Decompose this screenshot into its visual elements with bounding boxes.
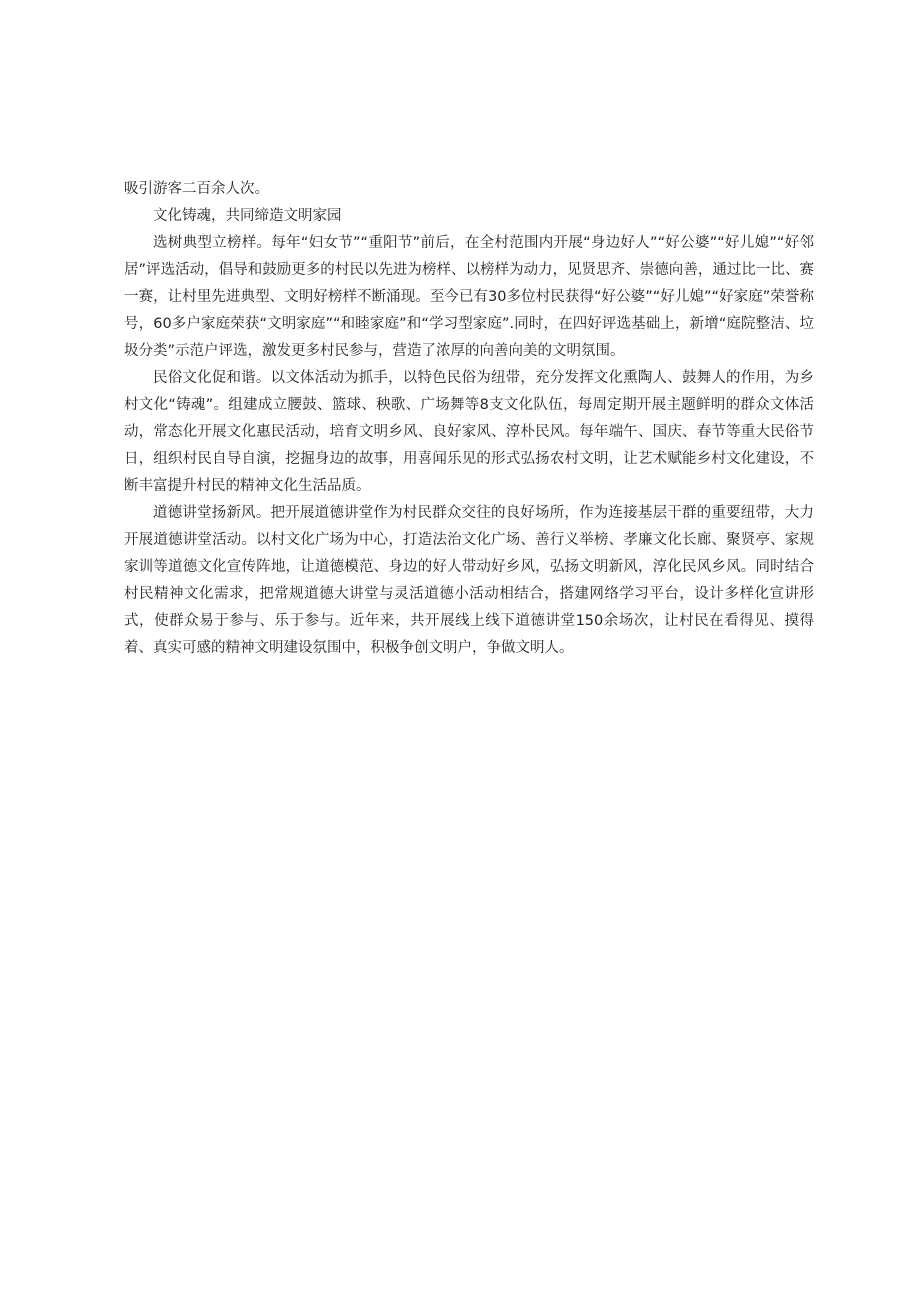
paragraph-folk-culture: 民俗文化促和谐。以文体活动为抓手，以特色民俗为纽带，充分发挥文化熏陶人、鼓舞人的作用，为乡村文化“铸魂”。组建成立腰鼓、篮球、秧歌、广场舞等8支文化队伍，每周定期开展主题鲜明的群众文体活动，常态化开展文化惠民活动，培育文明乡风、良好家风、淳朴民风。每年端午、国庆、春节等重大民俗节日，组织村民自导自演，挖掘身边的故事，用喜闻乐见的形式弘扬农村文明，让艺术赋能乡村文化建设，不断丰富提升村民的精神文化生活品质。	[124, 370, 814, 494]
section-heading: 文化铸魂，共同缔造文明家园	[153, 208, 342, 224]
paragraph-continuation: 吸引游客二百余人次。	[124, 181, 269, 197]
paragraph-moral-lectures: 道德讲堂扬新风。把开展道德讲堂作为村民群众交往的良好场所，作为连接基层干群的重要纽带，大力开展道德讲堂活动。以村文化广场为中心，打造法治文化广场、善行义举榜、孝廉文化长廊、聚贤亭、家规家训等道德文化宣传阵地，让道德模范、身边的好人带动好乡风，弘扬文明新风，淳化民风乡风。同时结合村民精神文化需求，把常规道德大讲堂与灵活道德小活动相结合，搭建网络学习平台，设计多样化宣讲形式，使群众易于参与、乐于参与。近年来，共开展线上线下道德讲堂150余场次，让村民在看得见、摸得着、真实可感的精神文明建设氛围中，积极争创文明户，争做文明人。	[124, 505, 814, 656]
paragraph-role-models: 选树典型立榜样。每年“妇女节”“重阳节”前后，在全村范围内开展“身边好人”“好公婆”“好儿媳”“好邻居”评选活动，倡导和鼓励更多的村民以先进为榜样、以榜样为动力，见贤思齐、崇德向善，通过比一比、赛一赛，让村里先进典型、文明好榜样不断涌现。至今已有30多位村民获得“好公婆”“好儿媳”“好家庭”荣誉称号，60多户家庭荣获“文明家庭”“和睦家庭”和“学习型家庭”.同时，在四好评选基础上，新增“庭院整洁、垃圾分类”示范户评选，激发更多村民参与，营造了浓厚的向善向美的文明氛围。	[124, 235, 814, 359]
document-body	[124, 176, 814, 662]
